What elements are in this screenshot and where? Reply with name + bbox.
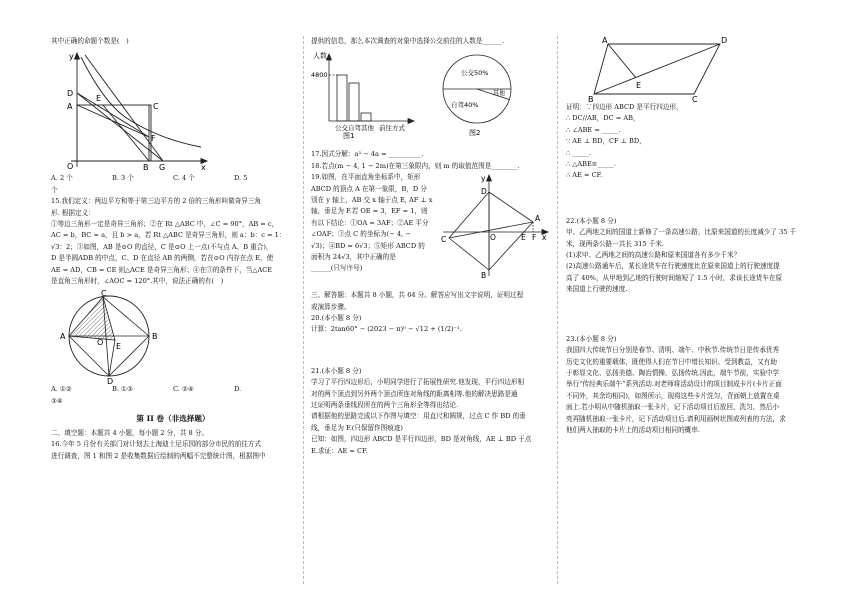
q15-line-1: 15.我们定义：两边平方和等于第三边平方的 2 倍的三角形叫做奇异三角 bbox=[51, 197, 262, 206]
q22-line-3: (1)求甲、乙两地之间的高速公路和原来国道各有多少千米？ bbox=[566, 251, 741, 260]
q19-line-1: 19.如图，在平面直角坐标系中，矩形 bbox=[311, 173, 421, 182]
bar-chart-xlabel: 前往方式 bbox=[379, 124, 405, 133]
part3-intro: 三、解答题：本题共 8 小题，共 64 分。解答应写出文字说明，证明过程 bbox=[311, 291, 524, 300]
q21-line-3: 过证明两条垂线段所在的两个三角形全等得出结论. bbox=[311, 401, 459, 410]
q14-tail: 其中正确的命题个数是( ) bbox=[51, 37, 129, 45]
fig2-caption: 图2 bbox=[469, 129, 481, 138]
q20-body: 计算：2tan60° − (2023 − π)⁰ − √12 + (1/2)⁻¹. bbox=[311, 325, 462, 334]
q14-option-a: A. 2 个 bbox=[51, 174, 73, 183]
q16-tail: 提供的信息，那么本次调查的对象中选择公交前往的人数是______. bbox=[311, 37, 505, 45]
part2-intro: 二、填空题：本题共 4 小题，每小题 2 分，共 8 分。 bbox=[51, 428, 209, 437]
q19-line-6: ∠OAF；③点 C 的坐标为(− 4, − bbox=[311, 230, 411, 239]
q19-line-8: 面积为 24√3，其中正确的是 bbox=[311, 253, 396, 262]
pie-chart-figure bbox=[427, 49, 527, 139]
q22-line-2: 米，现两条公路一共长 315 千米. bbox=[566, 239, 664, 248]
q21-label-c: C bbox=[692, 95, 698, 102]
q19-line-4: 轴，垂足为 F.若 OE = 3，EF = 1，则 bbox=[311, 207, 428, 216]
q15-label-e: E bbox=[116, 342, 122, 352]
q21-line-2: 对的两个顶点到另外两个顶点所连对角线的距离相等.他的解决思路是通 bbox=[311, 389, 518, 398]
q15-option-d: D. bbox=[234, 385, 242, 394]
q14-label-y: y bbox=[69, 52, 74, 62]
proof-line-6: ∴ △ABE≌_____. bbox=[566, 160, 616, 169]
q15-option-a: A. ①② bbox=[51, 385, 72, 394]
q19-label-o: O bbox=[490, 233, 496, 243]
q14-label-c: C bbox=[153, 102, 159, 112]
q15-line-6: D 是半圆ADB 的中点，C、D 在直径 AB 的两侧，若在⊙O 内存在点 E，使 bbox=[51, 254, 274, 263]
q15-figure bbox=[57, 290, 167, 384]
q15-line-2: 形. 根据定义： bbox=[51, 208, 95, 217]
q23-line-2: 历史文化的重要载体，既使得人们在节日中增长知识、受到教益，又有助 bbox=[566, 357, 777, 366]
proof-line-7: ∴ AE = CF. bbox=[566, 171, 603, 180]
q23-line-5: 不同外，其余均相同)，如图所示，现将这些卡片洗匀，背面朝上放置在桌 bbox=[566, 391, 780, 400]
q15-line-4: AC = b，BC = a，且 b > a，若 Rt △ABC 是奇异三角形，则 a：b：c = 1： bbox=[51, 231, 286, 240]
q15-label-d: D bbox=[107, 377, 114, 385]
bar-chart-cat-bus: 公交 bbox=[335, 124, 348, 133]
q19-line-2: ABCD 的顶点 A 在第一象限，B，D 分 bbox=[311, 184, 427, 193]
q15-options bbox=[51, 384, 295, 395]
q15-line-5: √3：2；③如图，AB 是⊙O 的直径，C 是⊙O 上一点(不与点 A、B 重合)， bbox=[51, 242, 273, 251]
q18: 18.若点(m − 4, 1 − 2m)在第三象限内，则 m 的取值范围是________. bbox=[311, 161, 520, 170]
pie-label-other: 其他 bbox=[493, 90, 506, 98]
q21-label-e: E bbox=[636, 81, 642, 90]
q14-label-f: F bbox=[151, 134, 156, 144]
proof-line-3: ∴ ∠ABE = _____. bbox=[566, 125, 621, 134]
q19-line-9: ______(只写序号) bbox=[311, 264, 363, 273]
q21-figure bbox=[588, 36, 728, 102]
q19-figure bbox=[441, 172, 549, 280]
q17: 17.因式分解：a³ − 4a = __________. bbox=[311, 150, 424, 159]
q19-label-a: A bbox=[535, 214, 541, 224]
q19-line-5: 有以下结论：①OA = 3AF；②AE 平分 bbox=[311, 218, 429, 227]
q14-label-o: O bbox=[67, 162, 74, 172]
q14-label-d: D bbox=[67, 89, 74, 99]
proof-line-5: ∴ _____. bbox=[566, 148, 591, 157]
q14-options bbox=[51, 173, 295, 184]
q15-option-c: C. ②④ bbox=[173, 385, 194, 394]
q19-line-7: √3)；④BD = 6√3；⑤矩形 ABCD 的 bbox=[311, 241, 425, 250]
bar-chart-ylabel: 人数 bbox=[313, 52, 327, 61]
q14-label-a: A bbox=[67, 102, 73, 112]
bar-chart-cat-other: 其他 bbox=[361, 124, 374, 133]
q23-line-3: 于彰显文化、弘扬美德、陶冶情操、弘扬传统.因此，端午节前，实验中学 bbox=[566, 368, 780, 377]
q19-label-x: x bbox=[542, 233, 547, 243]
q16-line-2: 进行调查，图 1 和图 2 是收集数据后绘制的两幅不完整统计图，根据图中 bbox=[51, 451, 266, 460]
q14-option-wrap: 个 bbox=[51, 185, 58, 194]
q16-figures bbox=[311, 49, 549, 139]
q22-line-1: 甲、乙两地之间的国道上新修了一条高速公路，比原来国道的长度减少了 35 千 bbox=[566, 228, 797, 237]
part2-title: 第 II 卷（非选择题） bbox=[136, 414, 210, 424]
q15-label-b: B bbox=[152, 332, 158, 342]
q15-label-c: C bbox=[101, 290, 107, 299]
q21-line-5: 线，垂足为 F.(只保留作图痕迹) bbox=[311, 423, 404, 432]
q14-label-g: G bbox=[159, 163, 166, 173]
q22-line-5: 高了 40%，从甲地到乙地的行驶时间缩短了 1.5 小时，求该长途货车在原 bbox=[566, 273, 783, 282]
pie-label-bus: 公交50% bbox=[461, 69, 489, 78]
q19-label-y: y bbox=[481, 174, 486, 184]
column-1 bbox=[51, 36, 295, 462]
q19-block bbox=[311, 172, 549, 280]
q23-line-1: 我国四大传统节日分别是春节、清明、端午、中秋节.传统节日是传承优秀 bbox=[566, 346, 780, 355]
q14-option-c: C. 4 个 bbox=[173, 174, 195, 183]
q23-line-8: 他们两人抽取的卡片上的活动项目相同的概率. bbox=[566, 425, 700, 434]
q22-head: 22.(本小题 8 分) bbox=[566, 216, 617, 225]
q14-label-e: E bbox=[96, 94, 102, 104]
column-divider-2 bbox=[557, 36, 558, 584]
q15-line-7: AE = AD，CB = CE 则△ACE 是奇异三角形；④在③的条件下，当△ACE bbox=[51, 265, 273, 274]
q21-label-b: B bbox=[588, 95, 594, 102]
q19-label-d: D bbox=[481, 187, 487, 197]
q15-option-wrap: ③④ bbox=[51, 396, 63, 405]
pie-label-self: 自驾40% bbox=[451, 101, 479, 110]
q19-label-e: E bbox=[521, 233, 526, 243]
q14-label-x: x bbox=[201, 163, 206, 173]
bar-chart-ytick: 4800 bbox=[311, 71, 328, 80]
q21-line-4: 请根据他的思路完成以下作图与填空：用直尺和圆规，过点 C 作 BD 的垂 bbox=[311, 412, 526, 421]
q15-label-o: O bbox=[97, 338, 104, 348]
q19-label-f: F bbox=[532, 233, 537, 243]
q19-line-3: 别在 y 轴上，AB 交 x 轴于点 E, AF ⊥ x bbox=[311, 196, 433, 205]
q16-line-1: 16.今年 5 月份有关部门对计划去上海迪士尼乐园的部分市民的前往方式 bbox=[51, 440, 262, 449]
q21-line-1: 学习了平行四边形后，小明同学进行了拓展性研究.他发现，平行四边形相 bbox=[311, 378, 525, 387]
q15-option-b: B. ①③ bbox=[112, 385, 133, 394]
bar-chart-cat-self: 自驾 bbox=[348, 124, 361, 133]
q14-option-b: B. 3 个 bbox=[112, 174, 134, 183]
q15-label-a: A bbox=[60, 332, 66, 342]
q21-head: 21.(本小题 8 分) bbox=[311, 366, 362, 375]
q21-line-7: E.求证：AE = CF. bbox=[311, 446, 368, 455]
q14-label-b: B bbox=[143, 163, 149, 173]
proof-line-2: ∴ DC//AB，DC = AB， bbox=[566, 114, 640, 123]
fig1-caption: 图1 bbox=[343, 132, 355, 140]
bar-chart-figure bbox=[311, 49, 423, 139]
q20-head: 20.(本小题 8 分) bbox=[311, 314, 362, 323]
q19-label-b: B bbox=[481, 271, 487, 281]
part3-intro-2: 或演算步骤。 bbox=[311, 302, 351, 311]
proof-line-4: ∵ AE ⊥ BD，CF ⊥ BD， bbox=[566, 137, 646, 146]
q23-line-7: 亮再随机抽取一张卡片，记下活动项目后.请利用画树状图或列表的方法，求 bbox=[566, 414, 786, 423]
q21-label-d: D bbox=[721, 36, 728, 45]
proof-line-1: 证明：∵四边形 ABCD 是平行四边形， bbox=[566, 103, 683, 111]
q19-label-c: C bbox=[441, 235, 447, 245]
q15-line-8: 是直角三角形时，∠AOC = 120°.其中，说法正确的有( ) bbox=[51, 277, 224, 286]
q21-label-a: A bbox=[602, 36, 608, 45]
q21-line-6: 已知：如图，四边形 ABCD 是平行四边形，BD 是对角线，AE ⊥ BD 于点 bbox=[311, 435, 532, 444]
column-3 bbox=[566, 36, 810, 436]
q23-head: 23.(本小题 8 分) bbox=[566, 334, 617, 343]
q22-line-6: 来国道上行驶的速度. bbox=[566, 285, 628, 294]
q15-line-3: ①等边三角形一定是奇异三角形；②在 Rt △ABC 中，∠C = 90°，AB = c， bbox=[51, 220, 279, 229]
column-divider-1 bbox=[303, 36, 304, 584]
q14-figure bbox=[63, 49, 213, 173]
q14-option-d: D. 5 bbox=[234, 174, 248, 183]
q23-line-4: 举行“传经典乐端午”系列活动.对老师将活动设计的项目制成卡片(卡片正面 bbox=[566, 380, 782, 389]
column-2 bbox=[311, 36, 549, 457]
q23-line-6: 面上.若小明从中随机抽取一张卡片，记下活动项目后放回，洗匀，然后小 bbox=[566, 403, 780, 412]
q22-line-4: (2)高速公路通车后，某长途货车在行驶速度比在原来国道上的行驶速度提 bbox=[566, 262, 780, 271]
